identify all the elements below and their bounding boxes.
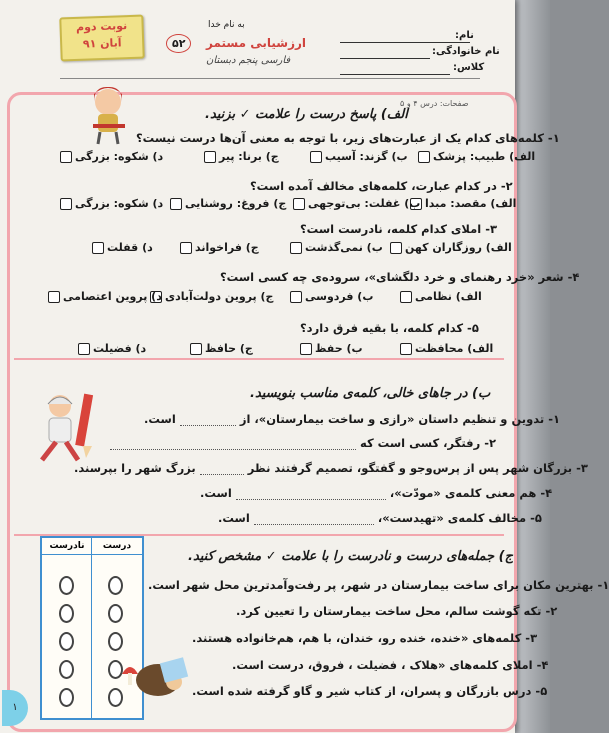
fill-item-3 [74,461,588,475]
row-4-false-circle[interactable] [59,660,74,679]
q2-option-a[interactable] [410,197,516,210]
bismillah: به نام خدا [208,20,245,30]
q5-option-a-checkbox[interactable] [400,343,412,355]
q3-option-b-checkbox[interactable] [290,242,302,254]
q3-option-c[interactable] [180,241,259,254]
q4-option-a-checkbox[interactable] [400,291,412,303]
hedgehog-mushroom-icon [118,640,194,698]
q2-option-b-checkbox[interactable] [293,198,305,210]
q3-option-a-label: الف) روزگاران کهن [405,241,512,254]
q2-option-a-label: الف) مقصد: مبدا [425,197,517,210]
q4-option-a[interactable] [400,290,482,303]
class-line [340,74,450,75]
q5-option-d[interactable] [78,342,146,355]
row-5-false-circle[interactable] [59,688,74,707]
tf-item-5: ۵- درس بازرگان و پسران، از کتاب شیر و گاو گرفته شده است. [192,684,548,698]
col-false-header: نادرست [49,541,85,551]
row-2-true-circle[interactable] [108,604,123,623]
fill-item-4-end: است. [200,486,232,500]
q1-option-a-label: الف) طبیب: پزشک [433,150,536,163]
fill-item-4-start: ۴- هم معنی کلمه‌ی «مودّت»، [389,486,553,500]
q5-option-b-checkbox[interactable] [300,343,312,355]
fill-item-2 [110,436,496,450]
fill-item-2-start: ۲- رفتگر، کسی است که [360,436,497,450]
fill-item-3-end: بزرگ شهر را بپرسند. [74,461,196,475]
fill-item-5-start: ۵- مخالف کلمه‌ی «تهیدست»، [377,511,542,525]
q5-option-b[interactable] [300,342,363,355]
q1-option-c-label: ج) برنا: پیر [219,150,279,163]
section-divider-1 [14,358,504,360]
row-2-false-circle[interactable] [59,604,74,623]
fill-item-4 [200,486,552,500]
fill-item-5-blank[interactable] [254,524,374,525]
q2-option-c[interactable] [170,197,286,210]
table-divider [91,538,92,718]
fill-item-1 [144,412,560,426]
q3-option-a-checkbox[interactable] [390,242,402,254]
true-false-header [42,538,142,555]
q3-option-b-label: ب) نمی‌گذشت [305,241,383,254]
q4-option-a-label: الف) نظامی [415,290,482,303]
badge-sticker [59,15,144,62]
q4-option-c-label: ج) پروین دولت‌آبادی [165,290,274,303]
fill-item-4-blank[interactable] [236,499,386,500]
tf-item-3: ۳- کلمه‌های «خنده، خنده رو، خندان، با هم، هم‌خانواده هستند. [192,631,538,645]
q5-option-a-label: الف) محافظت [415,342,494,355]
section-c-title: ج) جمله‌های درست و نادرست را با علامت ✓ مشخص کنید. [188,549,513,564]
fill-item-3-blank[interactable] [200,474,244,475]
worksheet-number: ۵۲ [166,34,191,53]
q1-option-a-checkbox[interactable] [418,151,430,163]
page-number: ۱ [2,690,28,726]
question-1: ۱- کلمه‌های کدام یک از عبارت‌های زیر، با توجه به معنی آن‌ها درست نیست؟ [136,131,560,145]
q1-option-d-checkbox[interactable] [60,151,72,163]
q4-option-d-label: د) پروین اعتصامی [63,290,162,303]
row-3-false-circle[interactable] [59,632,74,651]
q2-option-d-label: د) شکوه: بزرگی [75,197,164,210]
q5-option-c[interactable] [190,342,253,355]
fill-item-1-blank[interactable] [180,425,236,426]
q2-option-c-checkbox[interactable] [170,198,182,210]
q4-option-d[interactable] [48,290,162,303]
q2-option-d-checkbox[interactable] [60,198,72,210]
girl-illustration-icon [88,84,130,146]
name-label: نام: [455,30,474,41]
q3-option-c-checkbox[interactable] [180,242,192,254]
q2-option-b[interactable] [293,197,420,210]
q4-option-b[interactable] [290,290,373,303]
q3-option-d[interactable] [92,241,153,254]
q5-option-b-label: ب) حفظ [315,342,363,355]
q5-option-a[interactable] [400,342,493,355]
row-1-true-circle[interactable] [108,576,123,595]
q1-option-d-label: د) شکوه: بزرگی [75,150,164,163]
q1-option-b[interactable] [310,150,408,163]
pages-note: صفحات: درس ۴ و ۵ [400,99,469,108]
q2-option-c-label: ج) فروغ: روشنایی [185,197,287,210]
page-title: ارزشیابی مستمر [206,36,307,50]
q2-option-b-label: ب) غفلت: بی‌توجهی [308,197,421,210]
q3-option-d-checkbox[interactable] [92,242,104,254]
page-subtitle: فارسی پنجم دبستان [206,55,291,66]
fill-item-3-start: ۳- بزرگان شهر پس از پرس‌وجو و گفتگو، تصمیم گرفتند نظر [247,461,588,475]
fill-item-5 [218,511,542,525]
q2-option-d[interactable] [60,197,163,210]
q5-option-c-checkbox[interactable] [190,343,202,355]
row-1-false-circle[interactable] [59,576,74,595]
q1-option-b-checkbox[interactable] [310,151,322,163]
badge-line-2: آبان ۹۱ [82,36,122,51]
tf-item-4: ۴- املای کلمه‌های «هلاک ، فضیلت ، فروق، درست است. [232,658,549,672]
q5-option-d-checkbox[interactable] [78,343,90,355]
name-line [340,42,470,43]
q1-option-b-label: ب) گزند: آسیب [325,150,408,163]
q4-option-d-checkbox[interactable] [48,291,60,303]
section-a-title: الف) پاسخ درست را علامت ✓ بزنید. [205,107,408,122]
q4-option-b-label: ب) فردوسی [305,290,374,303]
question-3: ۳- املای کدام کلمه، نادرست است؟ [300,222,498,236]
col-true-header: درست [102,541,132,551]
q3-option-b[interactable] [290,241,383,254]
question-4: ۴- شعر «خرد رهنمای و خرد دلگشای»، سروده‌ی چه کسی است؟ [220,270,580,284]
q4-option-b-checkbox[interactable] [290,291,302,303]
badge-line-1: نوبت دوم [75,19,128,34]
header-divider [60,78,480,79]
q5-option-c-label: ج) حافظ [205,342,253,355]
q3-option-a[interactable] [390,241,512,254]
q1-option-d[interactable] [60,150,163,163]
fill-item-1-end: است. [144,412,176,426]
q1-option-c-checkbox[interactable] [204,151,216,163]
family-line [340,58,430,59]
question-5: ۵- کدام کلمه، با بقیه فرق دارد؟ [300,321,479,335]
q1-option-c[interactable] [204,150,279,163]
question-2: ۲- در کدام عبارت، کلمه‌های مخالف آمده است؟ [250,179,513,193]
q3-option-c-label: ج) فراخواند [195,241,259,254]
q4-option-c[interactable] [150,290,273,303]
q3-option-d-label: د) قفلت [107,241,153,254]
family-label: نام خانوادگی: [432,46,500,57]
section-b-title: ب) در جاهای خالی، کلمه‌ی مناسب بنویسید. [250,386,491,401]
q1-option-a[interactable] [418,150,535,163]
class-label: کلاس: [453,62,485,73]
tf-item-1: ۱- بهترین مکان برای ساخت بیمارستان در شهر، پر رفت‌وآمدترین محل شهر است. [148,578,609,592]
fill-item-1-start: ۱- تدوین و تنظیم داستان «رازی و ساخت بیمارستان»، از [239,412,561,426]
tf-item-2: ۲- تکه گوشت سالم، محل ساخت بیمارستان را تعیین کرد. [236,604,558,618]
q5-option-d-label: د) فضیلت [93,342,147,355]
fill-item-5-end: است. [218,511,250,525]
fill-item-2-blank[interactable] [110,449,356,450]
boy-with-pencil-icon [36,388,98,468]
